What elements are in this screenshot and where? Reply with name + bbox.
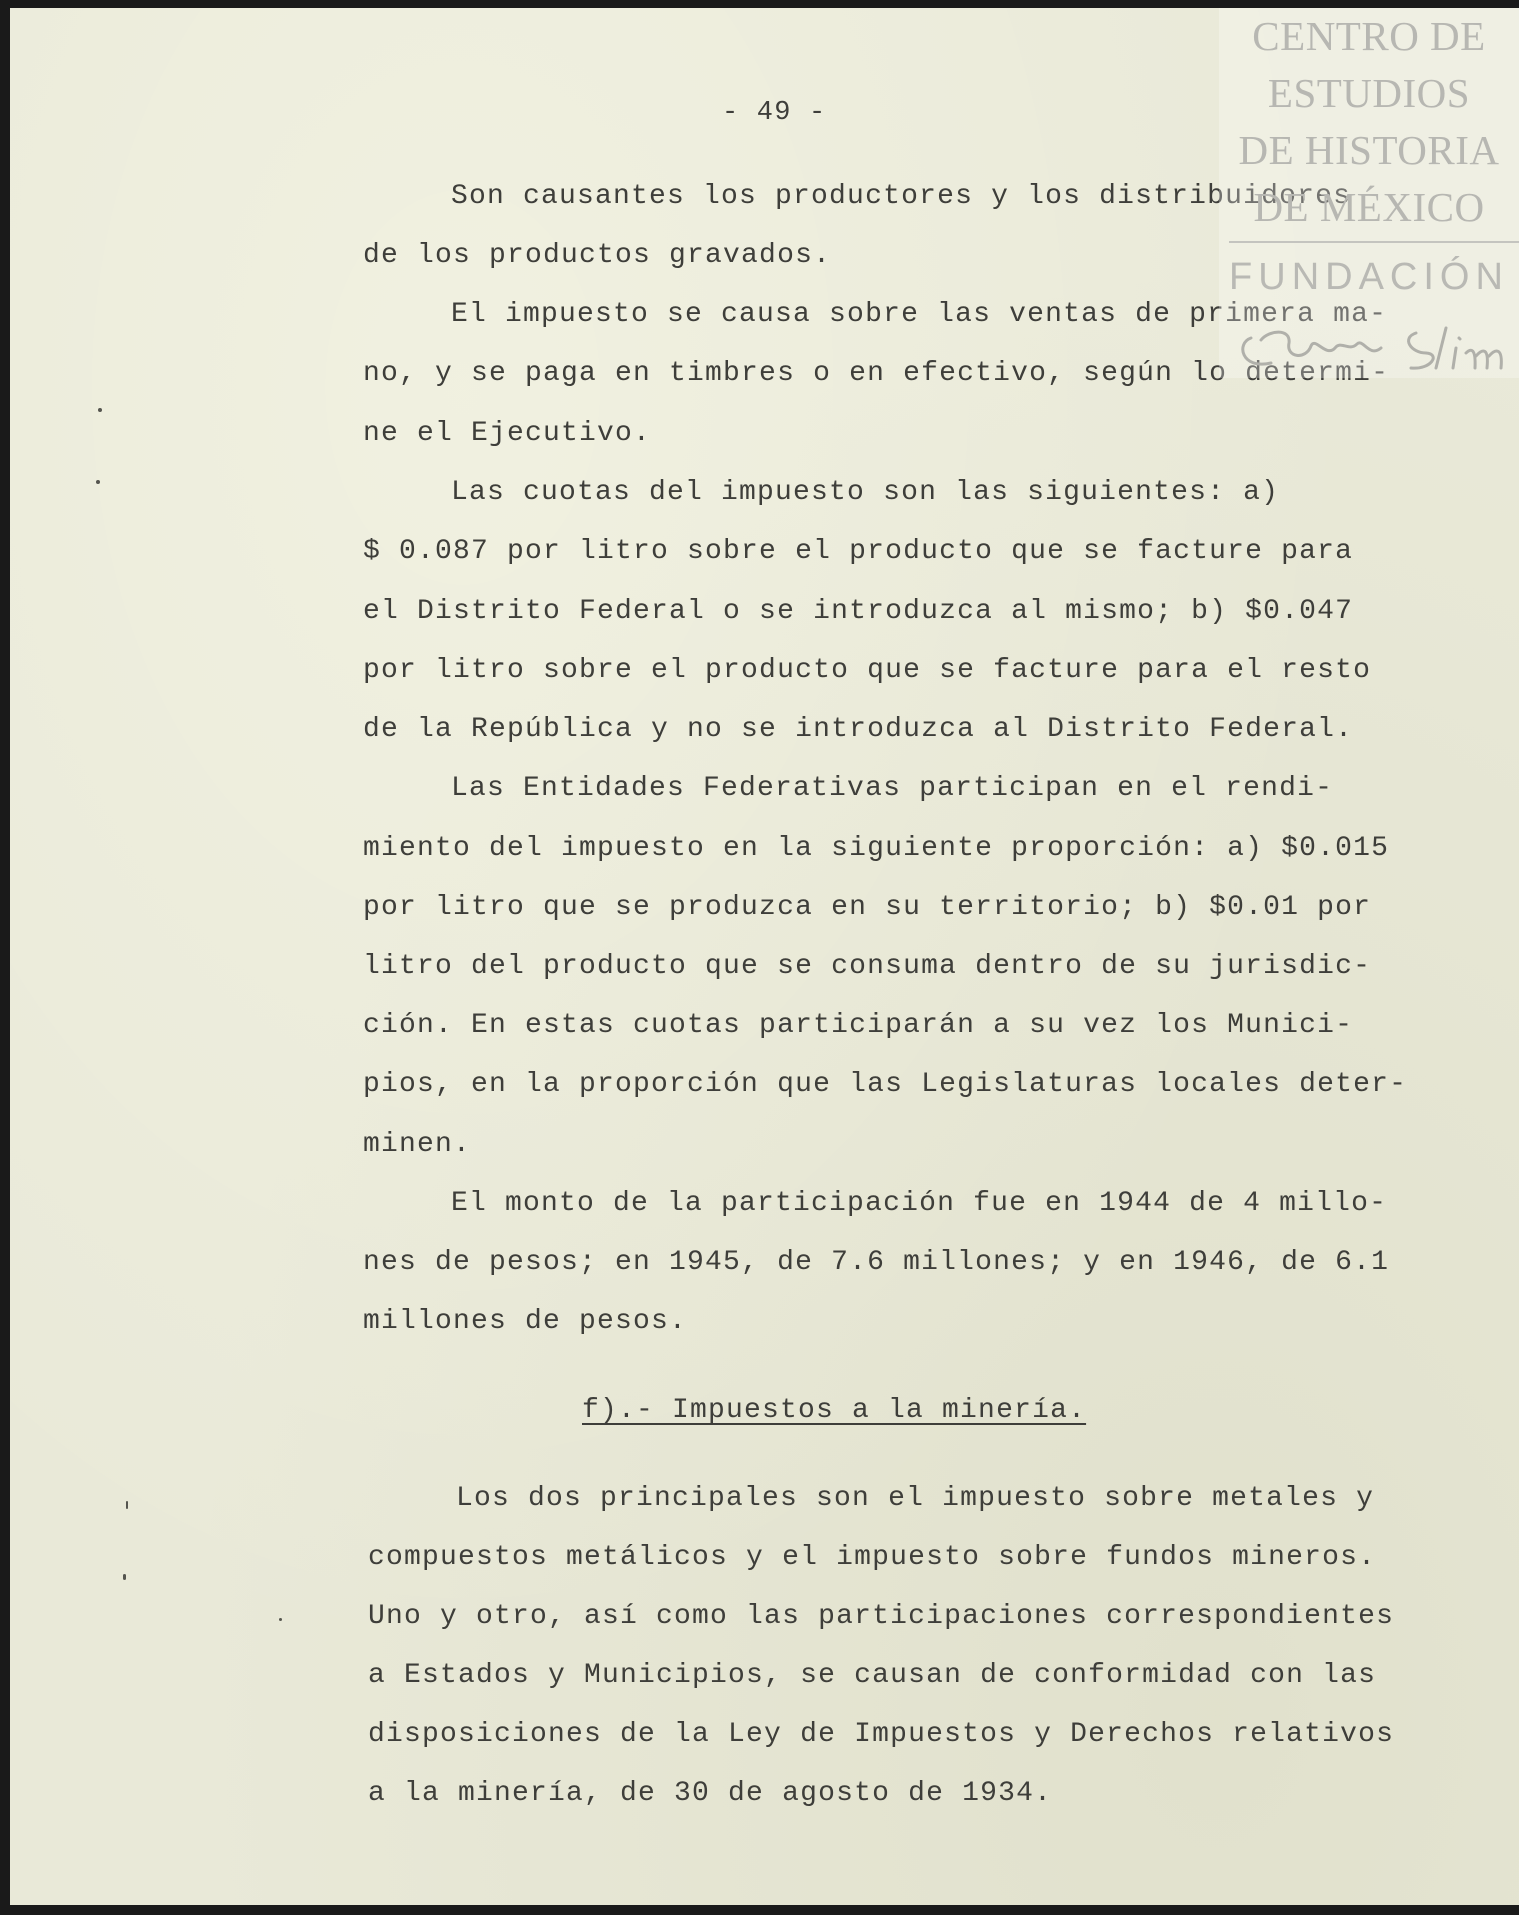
text-line: ne el Ejecutivo. — [363, 418, 652, 449]
text-line: $ 0.087 por litro sobre el producto que se facture para — [363, 536, 1354, 567]
scan-speck — [123, 1574, 126, 1580]
watermark-line: DE MÉXICO — [1253, 184, 1485, 230]
text-line: a la minería, de 30 de agosto de 1934. — [368, 1778, 1053, 1809]
watermark-line: ESTUDIOS — [1267, 70, 1471, 116]
text-line: minen. — [363, 1129, 472, 1160]
archive-watermark — [1219, 8, 1519, 378]
text-line: por litro sobre el producto que se facture para el resto — [363, 655, 1372, 686]
text-line: Son causantes los productores y los distribuidores — [451, 181, 1352, 212]
text-line: de la República y no se introduzca al Distrito Federal. — [363, 714, 1354, 745]
text-line: El impuesto se causa sobre las ventas de primera ma- — [451, 299, 1388, 330]
text-line: Uno y otro, así como las participaciones correspondientes — [368, 1601, 1395, 1632]
text-line: Las Entidades Federativas participan en el rendi- — [451, 773, 1334, 804]
text-line: a Estados y Municipios, se causan de conformidad con las — [368, 1660, 1377, 1691]
document-page — [10, 8, 1519, 1905]
text-line: de los productos gravados. — [363, 240, 832, 271]
text-line: por litro que se produzca en su territorio; b) $0.01 por — [363, 892, 1372, 923]
watermark-line: CENTRO DE — [1252, 13, 1486, 59]
signature-image — [1231, 308, 1516, 378]
scan-speck — [96, 480, 100, 484]
text-line: no, y se paga en timbres o en efectivo, según lo determi- — [363, 358, 1390, 389]
text-line: Las cuotas del impuesto son las siguientes: a) — [451, 477, 1280, 508]
text-line: millones de pesos. — [363, 1306, 688, 1337]
text-line: litro del producto que se consuma dentro de su jurisdic- — [363, 951, 1372, 982]
text-line: ción. En estas cuotas participarán a su vez los Munici- — [363, 1010, 1354, 1041]
text-line: disposiciones de la Ley de Impuestos y Derechos relativos — [368, 1719, 1395, 1750]
text-line: nes de pesos; en 1945, de 7.6 millones; y en 1946, de 6.1 — [363, 1247, 1390, 1278]
text-line: miento del impuesto en la siguiente proporción: a) $0.015 — [363, 833, 1390, 864]
watermark-divider — [1229, 241, 1519, 243]
scan-speck — [126, 1501, 128, 1509]
scan-speck — [98, 408, 102, 412]
text-line: El monto de la participación fue en 1944 de 4 millo- — [451, 1188, 1388, 1219]
text-line: Los dos principales son el impuesto sobre metales y — [456, 1483, 1375, 1514]
section-heading: f).- Impuestos a la minería. — [582, 1395, 1087, 1426]
text-line: pios, en la proporción que las Legislaturas locales deter- — [363, 1069, 1408, 1100]
text-line: el Distrito Federal o se introduzca al mismo; b) $0.047 — [363, 596, 1354, 627]
scan-speck — [279, 1618, 282, 1621]
text-line: compuestos metálicos y el impuesto sobre fundos mineros. — [368, 1542, 1377, 1573]
watermark-foundation: FUNDACIÓN — [1229, 256, 1509, 298]
watermark-line: DE HISTORIA — [1238, 127, 1500, 173]
page-number: - 49 - — [722, 98, 827, 128]
